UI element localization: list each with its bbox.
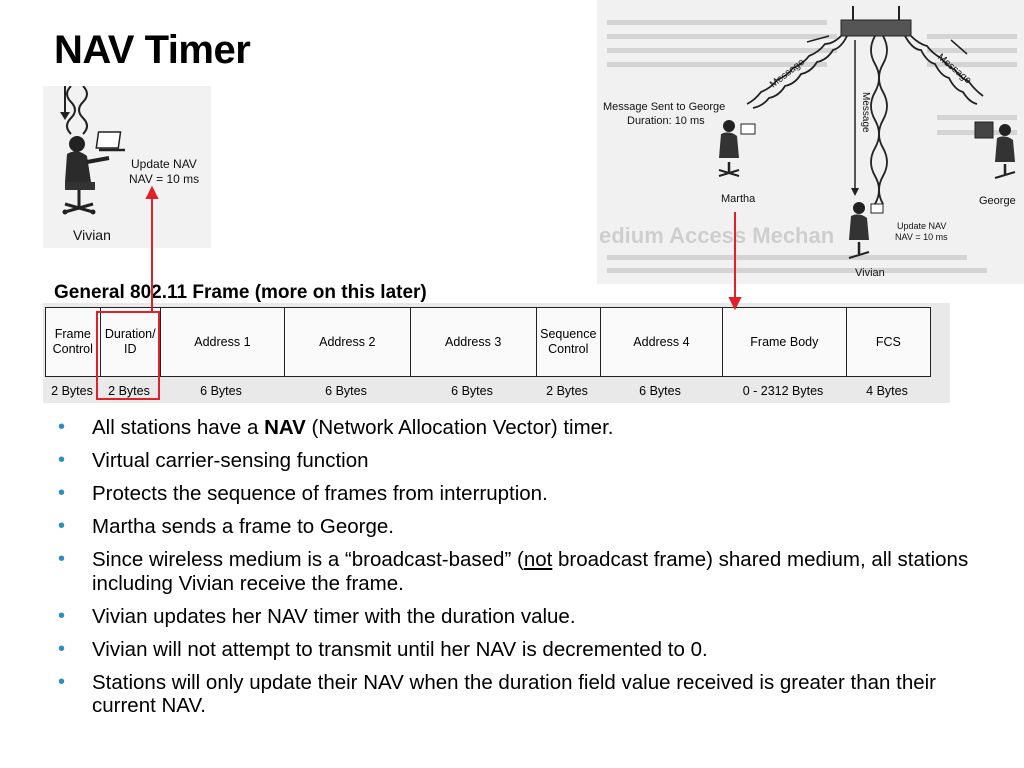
bullet-icon: • <box>58 482 66 504</box>
bytes-duration-id: 2 Bytes <box>108 384 150 398</box>
list-item: • Vivian will not attempt to transmit until her NAV is decremented to 0. <box>58 637 708 661</box>
list-item: • All stations have a NAV (Network Allocation Vector) timer. <box>58 416 614 439</box>
bytes-frame-body: 0 - 2312 Bytes <box>742 384 824 398</box>
bytes-fcs: 4 Bytes <box>866 384 908 398</box>
field-address-1: Address 1 <box>161 308 285 376</box>
vivian-label: Vivian <box>73 227 111 243</box>
message-label-right: Message <box>935 51 974 87</box>
signal-wave-icon <box>67 86 75 134</box>
field-address-3: Address 3 <box>411 308 537 376</box>
bytes-frame-control: 2 Bytes <box>51 384 93 398</box>
nav-value-right-label: NAV = 10 ms <box>895 232 948 242</box>
update-nav-label: Update NAV <box>131 157 197 171</box>
list-item: • Stations will only update their NAV when the duration field value received is greater than their current NAV. <box>58 670 937 717</box>
nav-value-label: NAV = 10 ms <box>129 172 200 186</box>
slide-title: NAV Timer <box>54 28 251 72</box>
access-point-icon <box>841 6 911 36</box>
list-item: • Martha sends a frame to George. <box>58 515 394 538</box>
laptop-icon <box>96 132 125 150</box>
bytes-address-2: 6 Bytes <box>325 384 367 398</box>
bytes-address-3: 6 Bytes <box>451 384 493 398</box>
list-item: • Vivian updates her NAV timer with the duration value. <box>58 604 576 628</box>
field-address-2: Address 2 <box>285 308 411 376</box>
list-item: • Protects the sequence of frames from interruption. <box>58 482 548 505</box>
field-fcs: FCS <box>875 334 901 349</box>
bullet-icon: • <box>58 637 66 660</box>
george-label: George <box>979 195 1016 207</box>
network-diagram <box>597 0 1024 284</box>
bullet-icon: • <box>58 670 66 693</box>
bullet-icon: • <box>58 515 66 537</box>
bullet-icon: • <box>58 416 66 438</box>
duration-highlight-box <box>96 311 160 400</box>
bytes-address-1: 6 Bytes <box>200 384 242 398</box>
frame-bytes-row <box>45 381 929 401</box>
message-label-center: Message <box>860 92 871 133</box>
list-item: • Virtual carrier-sensing function <box>58 449 369 472</box>
vivian-bottom-icon <box>849 202 883 258</box>
vivian-right-label: Vivian <box>855 267 885 279</box>
martha-icon <box>719 120 755 176</box>
field-address-4: Address 4 <box>601 308 723 376</box>
bytes-address-4: 6 Bytes <box>639 384 681 398</box>
bullet-icon: • <box>58 548 66 570</box>
bg-heading: edium Access Mechan <box>599 223 835 248</box>
bullet-list <box>58 416 988 727</box>
message-label-left: Message <box>768 56 807 91</box>
field-frame-control: Frame Control <box>46 308 101 376</box>
frame-fields-row <box>45 307 931 377</box>
frame-format-figure <box>43 303 950 403</box>
vivian-figure <box>43 86 211 248</box>
update-nav-right-label: Update NAV <box>897 221 947 231</box>
list-item: • Since wireless medium is a “broadcast-based” (not broadcast frame) shared medium, all stations including Vivian receive the frame. <box>58 548 969 595</box>
field-duration-id: Duration/ ID <box>101 308 161 376</box>
message-sent-label: Message Sent to George <box>603 101 726 113</box>
bullet-icon: • <box>58 604 66 627</box>
duration-label: Duration: 10 ms <box>627 115 705 127</box>
field-frame-body: Frame Body <box>723 308 847 376</box>
martha-label: Martha <box>721 193 756 205</box>
field-sequence-control: Sequence Control <box>537 308 601 376</box>
bullet-icon: • <box>58 449 66 471</box>
bytes-sequence-control: 2 Bytes <box>546 384 588 398</box>
frame-subtitle: General 802.11 Frame (more on this later) <box>54 282 427 303</box>
